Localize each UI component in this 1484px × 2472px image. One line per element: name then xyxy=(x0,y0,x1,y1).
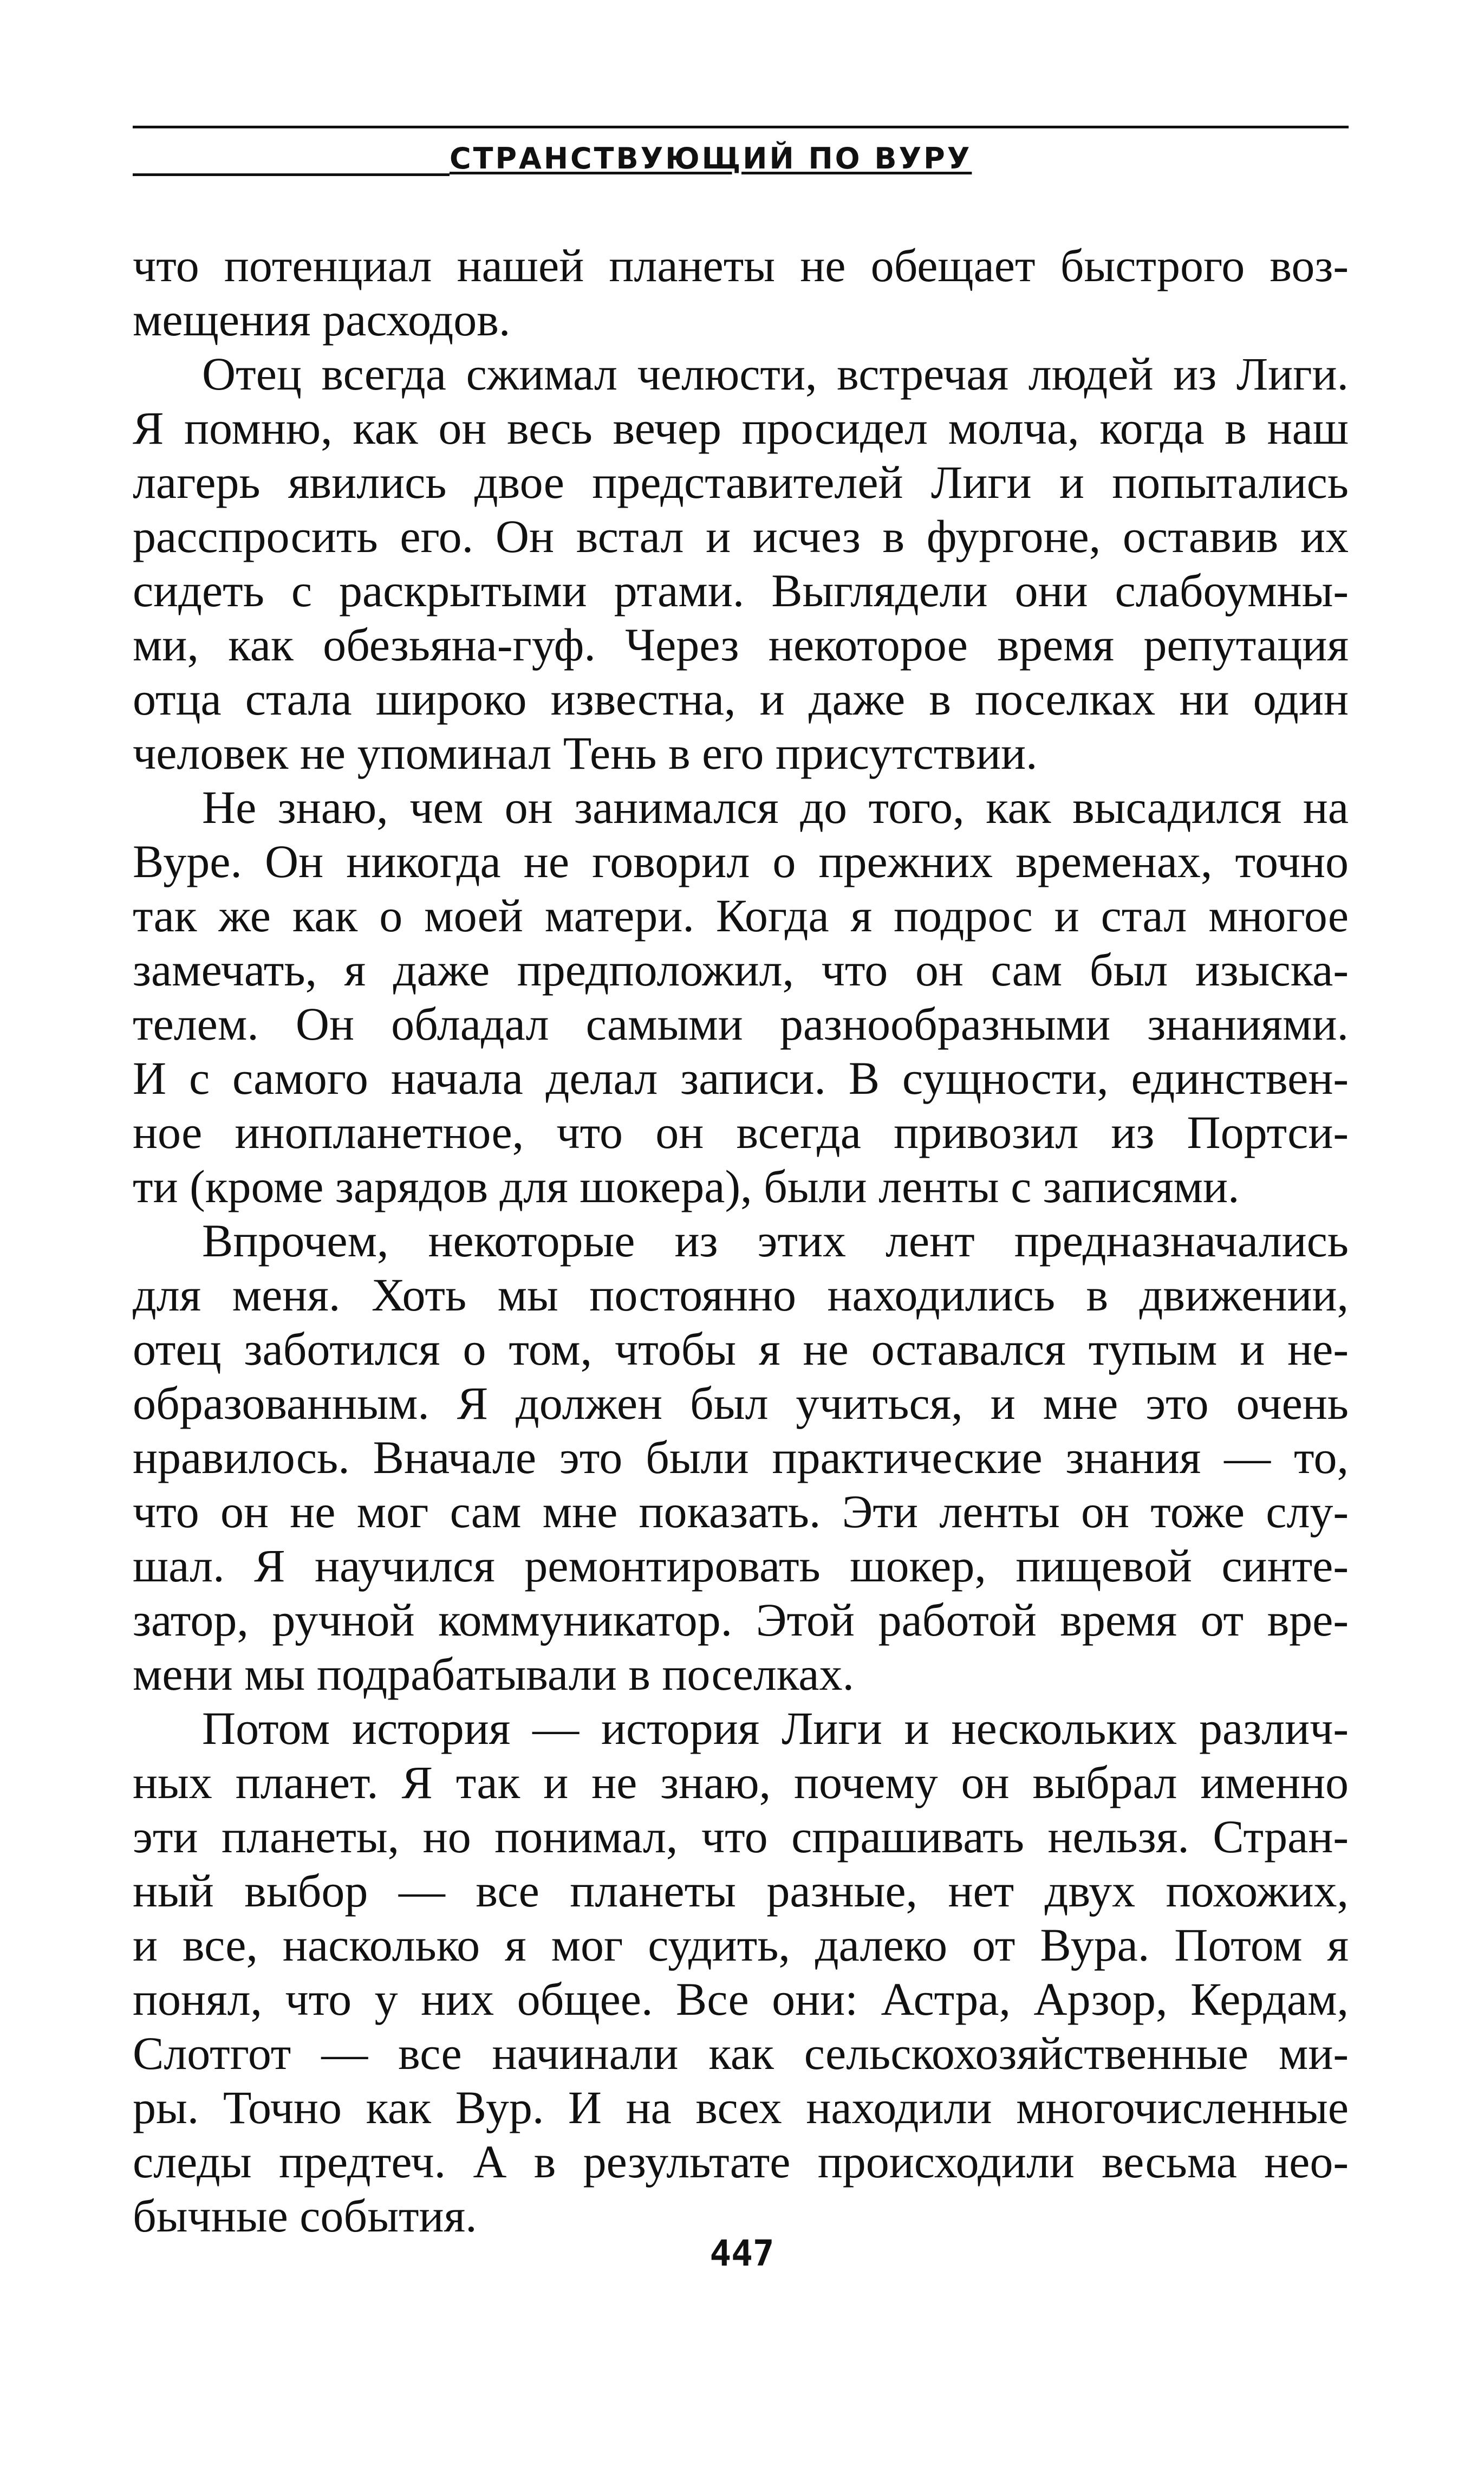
text-line: шал. Я научился ремонтировать шокер, пищевой синте- xyxy=(133,1540,1349,1592)
text-line: Вуре. Он никогда не говорил о прежних временах, точно xyxy=(133,835,1349,887)
text-line: что он не мог сам мне показать. Эти ленты он тоже слу- xyxy=(133,1485,1349,1537)
text-line: Слотгот — все начинали как сельскохозяйственные ми- xyxy=(133,2027,1349,2079)
text-line: телем. Он обладал самыми разнообразными знаниями. xyxy=(133,998,1349,1050)
body-text xyxy=(133,238,1349,2243)
text-line: так же как о моей матери. Когда я подрос и стал многое xyxy=(133,890,1349,942)
text-line: Не знаю, чем он занимался до того, как высадился на xyxy=(202,781,1349,833)
running-header xyxy=(133,126,1349,180)
text-line: понял, что у них общее. Все они: Астра, Арзор, Кердам, xyxy=(133,1973,1349,2025)
paragraph xyxy=(133,780,1349,1214)
text-line: лагерь явились двое представителей Лиги и попытались xyxy=(133,456,1349,508)
text-line: бычные события. xyxy=(133,2190,477,2242)
paragraph xyxy=(133,1214,1349,1701)
text-line: замечать, я даже предположил, что он сам был изыска- xyxy=(133,944,1349,996)
text-line: Отец всегда сжимал челюсти, встречая людей из Лиги. xyxy=(202,348,1349,400)
text-line: для меня. Хоть мы постоянно находились в движении, xyxy=(133,1269,1349,1321)
text-line: ти (кроме зарядов для шокера), были ленты с записями. xyxy=(133,1160,1240,1212)
text-line: ное инопланетное, что он всегда привозил из Портси- xyxy=(133,1106,1349,1158)
text-line: мещения расходов. xyxy=(133,294,511,346)
text-line: сидеть с раскрытыми ртами. Выглядели они слабоумны- xyxy=(133,565,1349,617)
text-line: отец заботился о том, чтобы я не оставался тупым и не- xyxy=(133,1323,1349,1375)
text-line: ных планет. Я так и не знаю, почему он выбрал именно xyxy=(133,1756,1349,1808)
text-line: следы предтеч. А в результате происходили весьма нео- xyxy=(133,2136,1349,2188)
running-title: СТРАНСТВУЮЩИЙ ПО ВУРУ xyxy=(450,141,972,176)
text-line: И с самого начала делал записи. В сущности, единствен- xyxy=(133,1052,1349,1104)
header-top-rule xyxy=(133,126,1349,128)
text-line: человек не упоминал Тень в его присутствии. xyxy=(133,727,1038,779)
text-line: ры. Точно как Вур. И на всех находили многочисленные xyxy=(133,2081,1349,2133)
text-line: Впрочем, некоторые из этих лент предназначались xyxy=(202,1215,1349,1267)
text-line: что потенциал нашей планеты не обещает быстрого воз- xyxy=(133,239,1349,291)
text-line: Я помню, как он весь вечер просидел молча, когда в наш xyxy=(133,402,1349,454)
text-line: расспросить его. Он встал и исчез в фургоне, оставив их xyxy=(133,510,1349,562)
text-line: Потом история — история Лиги и нескольких различ- xyxy=(202,1702,1349,1754)
text-line: и все, насколько я мог судить, далеко от Вура. Потом я xyxy=(133,1919,1349,1971)
paragraph xyxy=(133,238,1349,347)
text-line: образованным. Я должен был учиться, и мне это очень xyxy=(133,1377,1349,1429)
text-line: эти планеты, но понимал, что спрашивать нельзя. Стран- xyxy=(133,1811,1349,1863)
paragraph xyxy=(133,347,1349,780)
paragraph xyxy=(133,1701,1349,2243)
text-line: ный выбор — все планеты разные, нет двух похожих, xyxy=(133,1865,1349,1917)
header-left-rule xyxy=(133,173,450,176)
page-number: 447 xyxy=(710,2233,774,2274)
text-line: отца стала широко известна, и даже в поселках ни один xyxy=(133,673,1349,725)
text-line: мени мы подрабатывали в поселках. xyxy=(133,1648,854,1700)
text-line: затор, ручной коммуникатор. Этой работой время от вре- xyxy=(133,1594,1349,1646)
text-line: нравилось. Вначале это были практические знания — то, xyxy=(133,1431,1349,1483)
text-line: ми, как обезьяна-гуф. Через некоторое время репутация xyxy=(133,619,1349,671)
